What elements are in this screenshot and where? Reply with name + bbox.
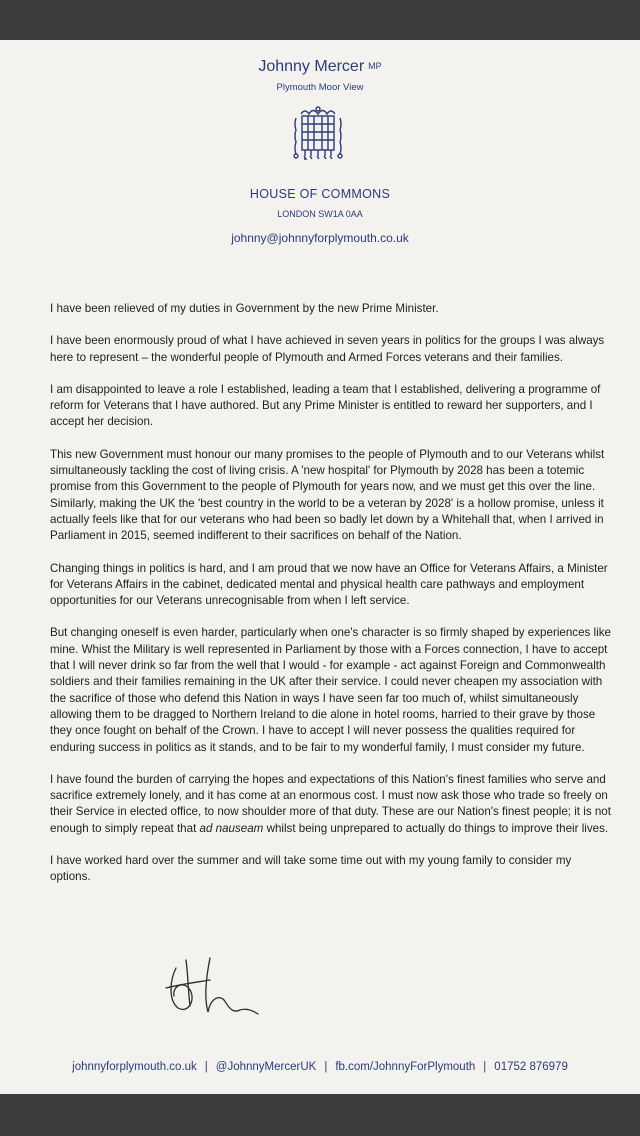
footer-separator: | xyxy=(483,1061,487,1073)
letterhead-name xyxy=(0,58,640,76)
paragraph: This new Government must honour our many promises to the people of Plymouth and to our Veterans whilst simultaneously tackling the cost of living crisis. A 'new hospital' for Plymouth by 2028 has been a totemic promise from this Government to the people of Plymouth for years now, and we must get this over the line. Similarly, making the UK the 'best country in the world to be a veteran by 2028' is a hollow promise, unless it actually feels like that for our veterans who had been so badly let down by a Whitehall that, when I arrived in Parliament in 2015, seemed indifferent to their sacrifices on behalf of the Nation. xyxy=(50,447,605,543)
italic-phrase: ad nauseam xyxy=(199,821,264,835)
paragraph: But changing oneself is even harder, particularly when one's character is so firmly shaped by experiences like mine. Whist the Military is well represented in Parliament by those with a Forces connection, I have to accept that I will never drink so far from the well that I would - for example - act against Foreign and Commonwealth soldiers and their families remaining in the UK after their service. I could never cheapen my association with the sacrifice of those who defend this Nation in ways I have seen far too much of, whilst simultaneously allowing them to be dragged to Northern Ireland to die alone in hotel rooms, harried to their grave by those they once fought on behalf of the Crown. I have to accept I will never possess the qualities required for enduring success in politics as it stands, and to be fair to my wonderful family, I must consider my future. xyxy=(50,626,611,754)
footer-separator: | xyxy=(324,1061,328,1073)
paragraph-text: I have found the burden of carrying the hopes and expectations of this Nation's finest families who serve and sacrifice extremely lonely, and it has come at an enormous cost. I must now ask those who trade so freely on their Service in elected office, to now shoulder more of that duty. These are our Nation's finest people; it is not enough to simply repeat that xyxy=(50,772,611,835)
top-frame-bar xyxy=(0,0,640,40)
letter-page xyxy=(0,40,640,1094)
footer-phone: 01752 876979 xyxy=(494,1061,568,1073)
paragraph xyxy=(50,772,612,837)
paragraph: I have been enormously proud of what I have achieved in seven years in politics for the groups I was always here to represent – the wonderful people of Plymouth and Armed Forces veterans and their families. xyxy=(50,334,605,364)
paragraph: I am disappointed to leave a role I established, leading a team that I established, delivering a programme of reform for Veterans that I have authored. But any Prime Minister is entitled to reward her supporters, and I accept her decision. xyxy=(50,382,601,429)
paragraph-text: whilst being unprepared to actually do things to improve their lives. xyxy=(263,821,609,835)
mp-name: Johnny Mercer xyxy=(258,58,365,75)
footer-twitter: @JohnnyMercerUK xyxy=(215,1061,317,1073)
bottom-frame-bar xyxy=(0,1094,640,1136)
letter-footer xyxy=(0,1061,640,1073)
address: LONDON SW1A 0AA xyxy=(277,209,363,219)
paragraph: I have been relieved of my duties in Government by the new Prime Minister. xyxy=(50,302,439,315)
letter-body xyxy=(50,301,612,902)
house-of-commons: HOUSE OF COMMONS xyxy=(249,187,391,201)
footer-facebook: fb.com/JohnnyForPlymouth xyxy=(335,1061,476,1073)
portcullis-crest-icon xyxy=(293,104,343,168)
constituency: Plymouth Moor View xyxy=(276,82,364,93)
signature xyxy=(162,950,272,1030)
footer-separator: | xyxy=(204,1061,208,1073)
email: johnny@johnnyforplymouth.co.uk xyxy=(231,231,409,245)
footer-website: johnnyforplymouth.co.uk xyxy=(72,1061,197,1073)
mp-suffix: MP xyxy=(368,61,382,71)
paragraph: Changing things in politics is hard, and I am proud that we now have an Office for Veterans Affairs, a Minister for Veterans Affairs in the cabinet, dedicated mental and physical health care pathways and employment opportunities for our Veterans unrecognisable from when I left service. xyxy=(50,561,608,608)
paragraph: I have worked hard over the summer and will take some time out with my young family to consider my options. xyxy=(50,854,572,884)
